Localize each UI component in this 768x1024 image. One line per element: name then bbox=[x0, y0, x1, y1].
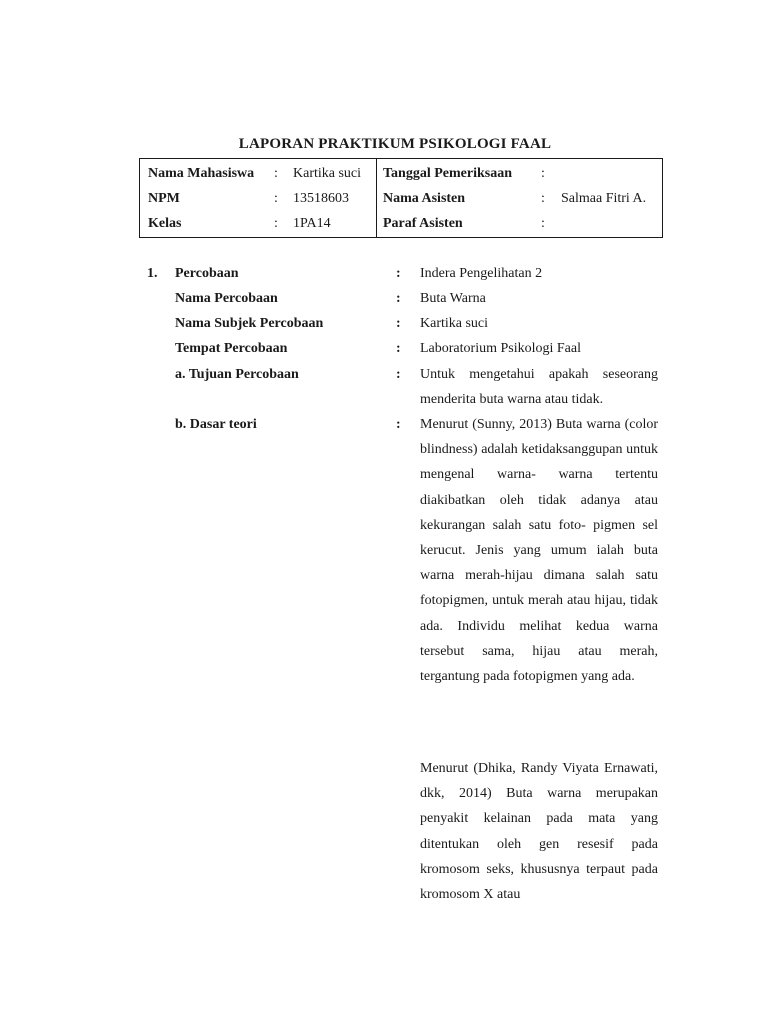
experiment-value: Indera Pengelihatan 2 bbox=[420, 266, 543, 281]
experiment-label: Percobaan bbox=[175, 266, 239, 281]
student-name-label: Nama Mahasiswa bbox=[148, 166, 255, 181]
experiment-name-value: Buta Warna bbox=[420, 291, 486, 306]
subject-name-label: Nama Subjek Percobaan bbox=[175, 316, 324, 331]
exam-date-colon: : bbox=[541, 166, 545, 181]
theory-colon: : bbox=[396, 417, 401, 432]
theory-paragraph-1: Menurut (Sunny, 2013) Buta warna (color blindness) adalah ketidaksanggupan untuk mengenal warna- warna tertentu diakibatkan oleh tidak adanya atau kekurangan salah satu foto- pigmen sel kerucut. Jenis yang umum ialah buta warna merah-hijau dimana salah satu fotopigmen, untuk merah atau hijau, tidak ada. Individu melihat kedua warna tersebut sama, hijau atau merah, tergantung pada fotopigmen yang ada. bbox=[420, 417, 658, 685]
theory-label: b. Dasar teori bbox=[175, 417, 257, 432]
table-column-divider bbox=[376, 159, 377, 237]
subject-name-value: Kartika suci bbox=[420, 316, 489, 331]
student-name-value: Kartika suci bbox=[293, 166, 362, 181]
objective-colon: : bbox=[396, 367, 401, 382]
experiment-place-colon: : bbox=[396, 341, 401, 356]
section-number: 1. bbox=[147, 266, 158, 281]
exam-date-label: Tanggal Pemeriksaan bbox=[383, 166, 512, 181]
assistant-name-value: Salmaa Fitri A. bbox=[561, 191, 647, 206]
experiment-place-value: Laboratorium Psikologi Faal bbox=[420, 341, 581, 356]
objective-text: Untuk mengetahui apakah seseorang menderita buta warna atau tidak. bbox=[420, 367, 658, 408]
assistant-signature-colon: : bbox=[541, 216, 545, 231]
student-name-colon: : bbox=[274, 166, 278, 181]
npm-label: NPM bbox=[148, 191, 180, 206]
assistant-name-label: Nama Asisten bbox=[383, 191, 466, 206]
experiment-place-label: Tempat Percobaan bbox=[175, 341, 288, 356]
class-colon: : bbox=[274, 216, 278, 231]
objective-label: a. Tujuan Percobaan bbox=[175, 367, 299, 382]
npm-colon: : bbox=[274, 191, 278, 206]
page-title: LAPORAN PRAKTIKUM PSIKOLOGI FAAL bbox=[238, 136, 552, 152]
class-label: Kelas bbox=[148, 216, 182, 231]
subject-name-colon: : bbox=[396, 316, 401, 331]
theory-paragraph-2: Menurut (Dhika, Randy Viyata Ernawati, dkk, 2014) Buta warna merupakan penyakit kelainan pada mata yang ditentukan oleh gen resesif pada kromosom seks, khususnya terpaut pada kromosom X atau bbox=[420, 761, 658, 903]
experiment-name-colon: : bbox=[396, 291, 401, 306]
student-info-table bbox=[139, 158, 663, 238]
assistant-signature-label: Paraf Asisten bbox=[383, 216, 463, 231]
experiment-name-label: Nama Percobaan bbox=[175, 291, 278, 306]
experiment-colon: : bbox=[396, 266, 401, 281]
class-value: 1PA14 bbox=[293, 216, 331, 231]
assistant-name-colon: : bbox=[541, 191, 545, 206]
npm-value: 13518603 bbox=[293, 191, 349, 206]
